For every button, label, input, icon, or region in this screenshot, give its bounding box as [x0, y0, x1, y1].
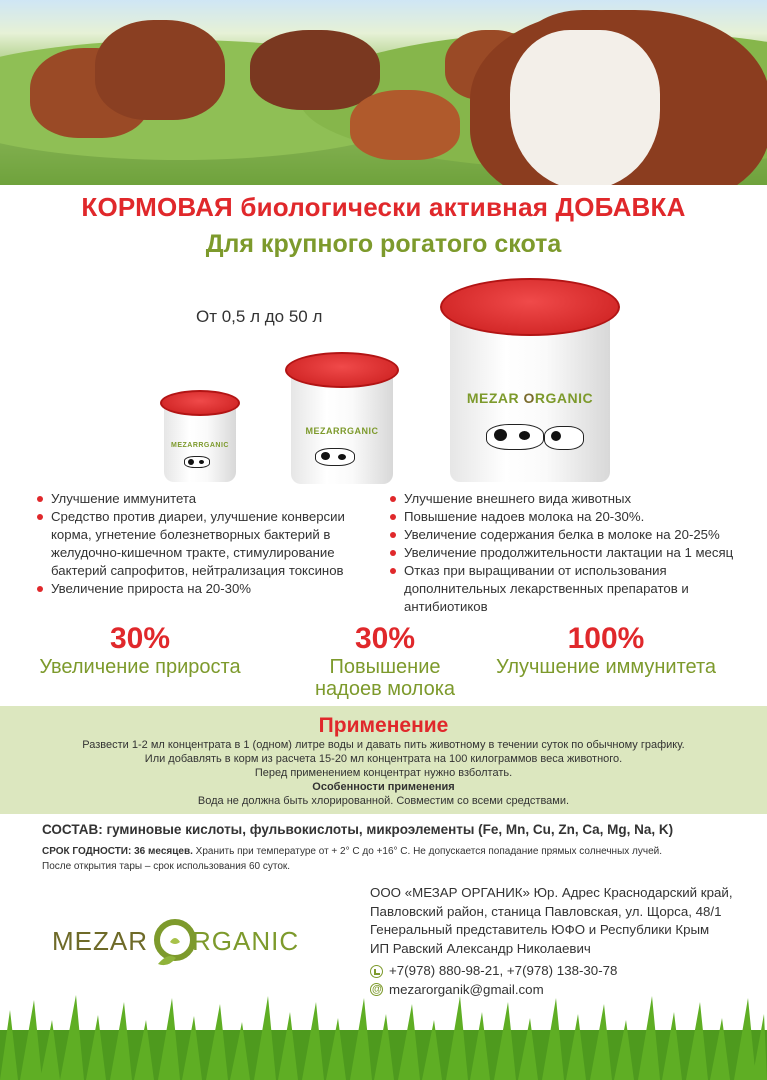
phone-icon: [370, 965, 383, 978]
list-item: Улучшение иммунитета: [37, 490, 357, 508]
stat-growth: [30, 622, 250, 678]
contact-block: [370, 884, 733, 999]
list-item: Увеличение продолжительности лактации на 1 месяц: [390, 544, 760, 562]
list-item: Увеличение содержания белка в молоке на 20-25%: [390, 526, 760, 544]
application-line-4: Вода не должна быть хлорированной. Совместим со всеми средствами.: [197, 795, 570, 807]
application-heading: Применение: [318, 714, 449, 737]
hero-cows-photo: [0, 0, 767, 185]
volume-label: От 0,5 л до 50 л: [196, 307, 323, 326]
features-left-list: [37, 490, 357, 598]
application-subheading: Особенности применения: [312, 781, 455, 793]
shelf-life-line-2: После открытия тары – срок использования 60 суток.: [42, 861, 291, 872]
stat-value: 30%: [109, 622, 171, 655]
logo-text-left: MEZAR: [52, 926, 148, 956]
list-item: Средство против диареи, улучшение конверсии корма, угнетение болезнетворных бактерий в желудочно-кишечном тракте, стимулирование бактерий сапрофитов, нейтрализация токсинов: [37, 508, 357, 580]
stat-label: Увеличение прироста: [39, 656, 241, 678]
stat-immunity: [486, 622, 726, 678]
application-line-3: Перед применением концентрат нужно взболтать.: [254, 767, 513, 779]
contact-line-4: ИП Равский Александр Николаевич: [370, 940, 591, 956]
list-item: Увеличение прироста на 20-30%: [37, 580, 357, 598]
contact-phone[interactable]: +7(978) 880-98-21, +7(978) 138-30-78: [389, 963, 618, 978]
company-logo: [52, 912, 322, 972]
title-line-2: Для крупного рогатого скота: [205, 230, 562, 258]
contact-line-2: Павловский район, станица Павловская, ул. Щорса, 48/1: [370, 903, 722, 919]
application-line-1: Развести 1-2 мл концентрата в 1 (одном) литре воды и давать пить животному в течении суток по обычному графику.: [82, 739, 685, 751]
title-line-1: КОРМОВАЯ биологически активная ДОБАВКА: [81, 192, 686, 222]
shelf-life-label: СРОК ГОДНОСТИ: 36 месяцев.: [42, 846, 193, 857]
list-item: Улучшение внешнего вида животных: [390, 490, 760, 508]
stat-value: 30%: [354, 622, 416, 655]
stat-value: 100%: [567, 622, 645, 655]
contact-line-1: ООО «МЕЗАР ОРГАНИК» Юр. Адрес Краснодарский край,: [370, 885, 733, 900]
stat-label-line-1: Повышение: [329, 656, 441, 678]
list-item: Повышение надоев молока на 20-30%.: [390, 508, 760, 526]
stat-label: Улучшение иммунитета: [495, 656, 717, 678]
stat-milk-yield: [290, 622, 480, 700]
product-bucket-small: MEZARRGANIC: [160, 390, 240, 482]
application-section: [0, 706, 767, 814]
composition: СОСТАВ: гуминовые кислоты, фульвокислоты, микроэлементы (Fe, Mn, Cu, Zn, Ca, Mg, Na, K): [42, 822, 674, 837]
product-bucket-medium: MEZARRGANIC: [285, 352, 399, 484]
shelf-life-text: Хранить при температуре от + 2° С до +16° С. Не допускается попадание прямых солнечных лучей.: [195, 846, 663, 857]
grass-decoration: [0, 990, 767, 1080]
list-item: Отказ при выращивании от использования дополнительных лекарственных препаратов и антибиотиков: [390, 562, 760, 616]
stat-label-line-2: надоев молока: [314, 678, 456, 700]
shelf-life: [42, 844, 742, 874]
product-bucket-large: MEZAR ORGANIC: [440, 278, 620, 482]
logo-text-right: RGANIC: [192, 926, 300, 956]
contact-line-3: Генеральный представитель ЮФО и Республики Крым: [370, 922, 710, 937]
contact-email[interactable]: mezarorganik@gmail.com: [389, 981, 544, 997]
application-line-2: Или добавлять в корм из расчета 15-20 мл концентрата на 100 килограммов веса животного.: [144, 753, 623, 765]
features-right-list: [390, 490, 760, 616]
